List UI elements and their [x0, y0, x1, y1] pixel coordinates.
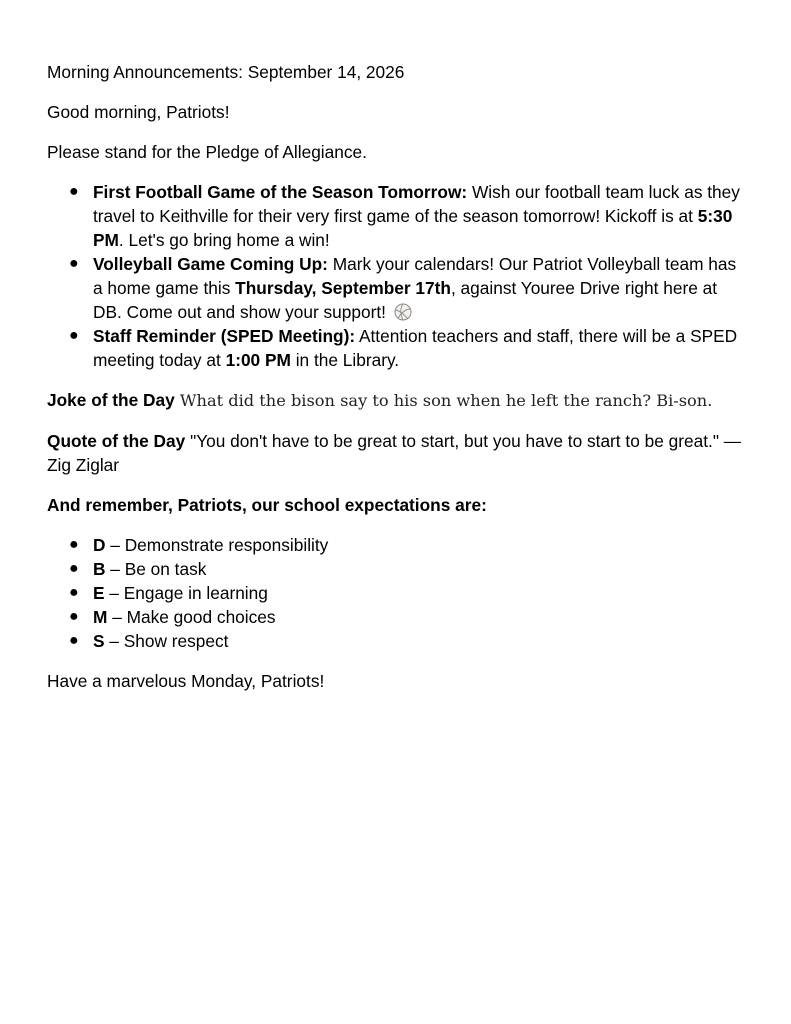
announcement-time: 1:00 PM	[225, 350, 291, 370]
announcement-item-volleyball	[47, 252, 747, 324]
expectation-text: – Be on task	[105, 559, 207, 579]
expectations-heading	[47, 493, 747, 517]
expectation-letter: S	[93, 631, 105, 651]
pledge-line: Please stand for the Pledge of Allegiance.	[47, 142, 367, 162]
expectation-item-d	[47, 533, 747, 557]
expectation-item-m	[47, 605, 747, 629]
expectation-text: – Make good choices	[107, 607, 276, 627]
quote-label: Quote of the Day	[47, 431, 186, 451]
expectation-letter: D	[93, 535, 106, 555]
bullet: ●	[69, 255, 79, 272]
expectations-list	[47, 533, 747, 653]
announcement-text: in the Library.	[290, 350, 400, 370]
expectations-heading-text: And remember, Patriots, our school expectations are:	[47, 495, 487, 515]
expectation-item-s	[47, 629, 747, 653]
expectation-letter: E	[93, 583, 105, 603]
announcement-title: First Football Game of the Season Tomorrow:	[93, 182, 468, 202]
announcement-text: Attention teachers and staff, there will be a SPED meeting today at	[93, 326, 738, 370]
expectation-item-e	[47, 581, 747, 605]
joke-of-the-day	[47, 388, 747, 413]
bullet: ●	[69, 584, 79, 601]
expectation-letter: B	[93, 559, 106, 579]
volleyball-icon	[394, 303, 412, 321]
bullet: ●	[69, 560, 79, 577]
announcement-text: . Let's go bring home a win!	[118, 230, 330, 250]
bullet: ●	[69, 632, 79, 649]
announcement-text: Mark your calendars! Our Patriot Volleyball team has a home game this	[93, 254, 737, 298]
announcement-title: Volleyball Game Coming Up:	[93, 254, 328, 274]
announcement-list	[47, 180, 747, 372]
expectation-item-b	[47, 557, 747, 581]
closing-line: Have a marvelous Monday, Patriots!	[47, 671, 325, 691]
page-heading: Morning Announcements: September 14, 2026	[47, 62, 405, 82]
announcement-date: Thursday, September 17th	[235, 278, 451, 298]
expectation-text: – Show respect	[104, 631, 229, 651]
bullet: ●	[69, 536, 79, 553]
announcement-time: 5:30 PM	[93, 206, 733, 250]
bullet: ●	[69, 608, 79, 625]
announcement-title: Staff Reminder (SPED Meeting):	[93, 326, 356, 346]
greeting: Good morning, Patriots!	[47, 102, 230, 122]
joke-label: Joke of the Day	[47, 390, 175, 410]
expectation-text: – Engage in learning	[104, 583, 268, 603]
joke-text: What did the bison say to his son when he left the ranch? Bi-son.	[174, 391, 713, 410]
bullet: ●	[69, 327, 79, 344]
announcement-text: , against Youree Drive right here at DB. Come out and show your support!	[93, 278, 718, 322]
quote-text: "You don't have to be great to start, but you have to start to be great." — Zig Ziglar	[47, 431, 742, 475]
expectation-letter: M	[93, 607, 108, 627]
announcement-item-staff	[47, 324, 747, 372]
announcement-item-football	[47, 180, 747, 252]
document-page	[47, 60, 747, 693]
quote-of-the-day	[47, 429, 747, 477]
announcement-text: Wish our football team luck as they travel to Keithville for their very first game of the season tomorrow! Kickoff is at	[93, 182, 740, 226]
bullet: ●	[69, 183, 79, 200]
expectation-text: – Demonstrate responsibility	[105, 535, 329, 555]
